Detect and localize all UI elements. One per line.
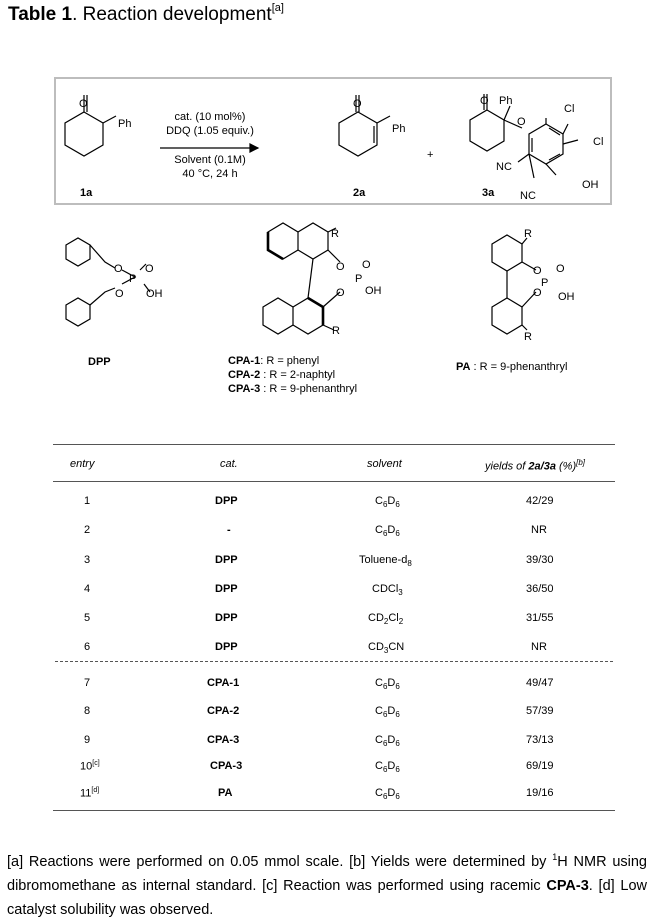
dpp-phosphorus: P xyxy=(129,273,137,285)
catalyst-cell: DPP xyxy=(215,641,238,653)
plus-sign: + xyxy=(427,149,434,161)
cpa-1-definition: CPA-1: R = phenyl xyxy=(228,355,320,367)
yield-cell: NR xyxy=(531,641,547,653)
3a-phenyl: Ph xyxy=(499,95,513,107)
cpa-2-definition: CPA-2 : R = 2-naphtyl xyxy=(228,369,336,381)
3a-chloro-1: Cl xyxy=(564,103,575,115)
header-catalyst: cat. xyxy=(220,458,238,470)
3a-ether-oxygen: O xyxy=(517,116,526,128)
pa-oxygen-1: O xyxy=(533,265,542,277)
catalyst-cell: DPP xyxy=(215,495,238,507)
catalyst-cell: DPP xyxy=(215,583,238,595)
yield-cell: 36/50 xyxy=(526,583,554,595)
entry-cell: 4 xyxy=(84,583,91,595)
table-bottom-rule xyxy=(53,810,615,811)
header-entry: entry xyxy=(70,458,95,470)
1a-oxygen: O xyxy=(79,98,88,110)
condition-catalyst: cat. (10 mol%) xyxy=(174,111,246,123)
entry-cell: 2 xyxy=(84,524,91,536)
table-section-divider xyxy=(55,661,613,662)
entry-cell: 5 xyxy=(84,612,91,624)
3a-cyano-2: NC xyxy=(520,190,536,202)
entry-cell: 7 xyxy=(84,677,91,689)
entry-cell: 8 xyxy=(84,705,91,717)
yield-cell: 49/47 xyxy=(526,677,554,689)
catalyst-cell: CPA-1 xyxy=(207,677,240,689)
table-top-rule xyxy=(53,444,615,445)
pa-oxygen-2: O xyxy=(533,287,542,299)
3a-cyano-1: NC xyxy=(496,161,512,173)
catalyst-label-dpp: DPP xyxy=(88,356,111,368)
table-footnotes xyxy=(7,845,647,922)
footnote-c-end: . xyxy=(588,877,593,894)
yield-cell: 39/30 xyxy=(526,554,554,566)
condition-solvent: Solvent (0.1M) xyxy=(174,154,246,166)
yield-cell: 31/55 xyxy=(526,612,554,624)
yield-cell: 19/16 xyxy=(526,787,554,799)
entry-cell: 9 xyxy=(84,734,91,746)
dpp-oxo: O xyxy=(145,263,154,275)
cpa-r-bottom: R xyxy=(332,325,340,337)
1a-phenyl: Ph xyxy=(118,118,132,130)
catalyst-cell: CPA-3 xyxy=(207,734,240,746)
yield-cell: 73/13 xyxy=(526,734,554,746)
solvent-cell: $C_6D_6$ xyxy=(375,787,400,802)
footnote-d: [d] Low catalyst solubility was observed. xyxy=(7,877,648,918)
3a-hydroxyl: OH xyxy=(582,179,599,191)
solvent-cell: $C_6D_6$ xyxy=(375,705,400,720)
cpa-3-definition: CPA-3 : R = 9-phenanthryl xyxy=(228,383,358,395)
solvent-cell: $C_6D_6$ xyxy=(375,495,400,510)
cpa-oxygen-1: O xyxy=(336,261,345,273)
entry-cell: 11[d] xyxy=(80,787,100,800)
entry-cell: 3 xyxy=(84,554,91,566)
solvent-cell: Toluene-$d_8$ xyxy=(359,554,412,569)
solvent-cell: $C_6D_6$ xyxy=(375,677,400,692)
header-yields: yields of 2a/3a (%)[b] xyxy=(485,458,586,473)
pa-r-top: R xyxy=(524,228,532,240)
cpa-hydroxyl: OH xyxy=(365,285,382,297)
dpp-hydroxyl: OH xyxy=(146,288,163,300)
catalyst-cell: DPP xyxy=(215,554,238,566)
pa-phosphorus: P xyxy=(541,277,549,289)
catalyst-cell: CPA-2 xyxy=(207,705,240,717)
table-number: Table 1 xyxy=(8,4,73,25)
solvent-cell: $C_6D_6$ xyxy=(375,734,400,749)
cpa-phosphorus: P xyxy=(355,273,363,285)
yield-cell: 42/29 xyxy=(526,495,554,507)
compound-label-3a: 3a xyxy=(482,187,495,199)
entry-cell: 1 xyxy=(84,495,91,507)
header-solvent: solvent xyxy=(367,458,402,470)
catalyst-cell: - xyxy=(227,524,231,536)
2a-oxygen: O xyxy=(353,98,362,110)
footnote-c-catalyst: CPA-3 xyxy=(546,877,589,894)
solvent-cell: CDCl$_3$ xyxy=(372,583,403,598)
condition-oxidant: DDQ (1.05 equiv.) xyxy=(166,125,254,137)
compound-label-1a: 1a xyxy=(80,187,93,199)
footnote-c-start: [c] Reaction was performed using racemic xyxy=(256,877,547,894)
solvent-cell: $CD_3CN$ xyxy=(368,641,405,656)
cpa-definitions xyxy=(228,354,357,396)
pa-oxo: O xyxy=(556,263,565,275)
footnote-b-start: [b] Yields were determined by xyxy=(343,853,553,870)
catalyst-cell: PA xyxy=(218,787,233,799)
solvent-cell: $C_6D_6$ xyxy=(375,760,400,775)
solvent-cell: $C_6D_6$ xyxy=(375,524,400,539)
entry-cell: 6 xyxy=(84,641,91,653)
condition-temperature-time: 40 °C, 24 h xyxy=(182,168,238,180)
pa-definition: PA : R = 9-phenanthryl xyxy=(456,361,568,373)
yield-cell: NR xyxy=(531,524,547,536)
table-header-rule xyxy=(53,481,615,482)
footnote-b-superscript: 1 xyxy=(552,852,558,862)
2a-phenyl: Ph xyxy=(392,123,406,135)
pa-hydroxyl: OH xyxy=(558,291,575,303)
3a-oxygen: O xyxy=(480,95,489,107)
title-footnote-mark: [a] xyxy=(271,2,284,14)
entry-cell: 10[c] xyxy=(80,760,100,773)
compound-label-2a: 2a xyxy=(353,187,366,199)
footnote-a: [a] Reactions were performed on 0.05 mmol scale. xyxy=(7,853,344,870)
table-title-text: . Reaction development xyxy=(72,4,272,25)
yield-cell: 57/39 xyxy=(526,705,554,717)
cpa-oxygen-2: O xyxy=(336,287,345,299)
dpp-oxygen-1: O xyxy=(114,263,123,275)
3a-chloro-2: Cl xyxy=(593,136,604,148)
cpa-oxo: O xyxy=(362,259,371,271)
solvent-cell: $CD_2Cl_2$ xyxy=(368,612,404,627)
yield-cell: 69/19 xyxy=(526,760,554,772)
catalyst-cell: DPP xyxy=(215,612,238,624)
footnote-b-end: H NMR using dibromomethane as internal standard. xyxy=(7,853,647,894)
catalyst-cell: CPA-3 xyxy=(210,760,243,772)
cpa-r-top: R xyxy=(331,228,339,240)
dpp-oxygen-2: O xyxy=(115,288,124,300)
pa-r-bottom: R xyxy=(524,331,532,343)
